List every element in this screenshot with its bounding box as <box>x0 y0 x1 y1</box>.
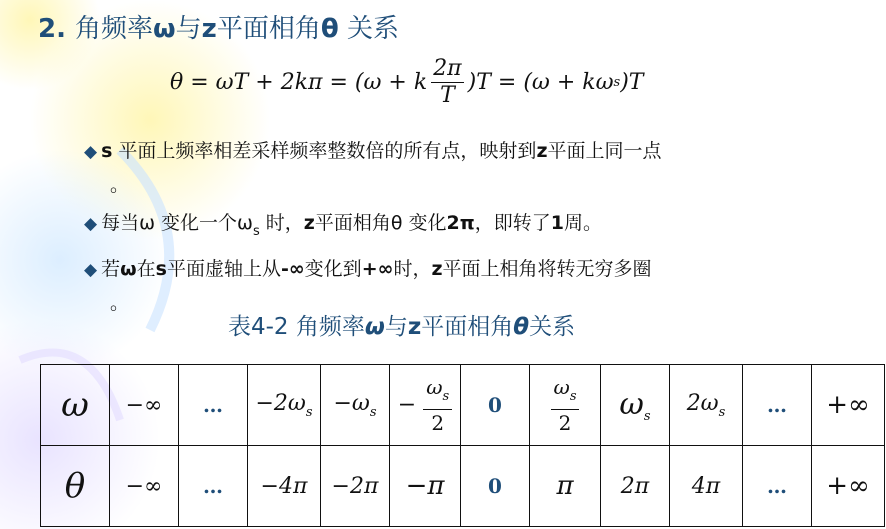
row-header-omega: ω <box>41 365 110 446</box>
table-cell-neg-fraction: − $\frac{\omega_s}{2}$ <box>390 365 461 446</box>
bullet-1: ◆ s 平面上频率相差采样频率整数倍的所有点，映射到z平面上同一点 <box>84 140 662 162</box>
table-row-theta <box>41 446 885 527</box>
omega-theta-table <box>40 364 885 527</box>
table-cell: $-2\omega_s$ <box>248 365 321 446</box>
table-cell: −π <box>390 446 461 527</box>
table-cell: $-\omega_s$ <box>321 365 390 446</box>
table-cell: … <box>179 446 248 527</box>
section-heading: 2. 角频率ω与z平面相角θ 关系 <box>38 14 399 44</box>
table-cell: 0 <box>461 446 530 527</box>
diamond-bullet-icon: ◆ <box>84 214 98 234</box>
formula-mid: )T = (ω + kω <box>467 70 614 95</box>
diamond-bullet-icon: ◆ <box>84 260 98 280</box>
table-cell: −∞ <box>110 365 179 446</box>
table-cell: 2π <box>601 446 670 527</box>
table-row-omega <box>41 365 885 446</box>
table-cell: π <box>530 446 601 527</box>
table-cell: $2\omega_s$ <box>670 365 743 446</box>
table-cell: 0 <box>461 365 530 446</box>
bullet-1-continuation: 。 <box>110 174 130 196</box>
table-cell: +∞ <box>812 446 885 527</box>
bullet-3-continuation: 。 <box>110 292 130 314</box>
diamond-bullet-icon: ◆ <box>84 142 98 162</box>
table-cell: −4π <box>248 446 321 527</box>
row-header-theta: θ <box>41 446 110 527</box>
table-cell: … <box>743 365 812 446</box>
table-cell: … <box>743 446 812 527</box>
table-title: 表4-2 角频率ω与z平面相角θ关系 <box>228 314 576 340</box>
main-formula: θ = ωT + 2kπ = (ω + k $\frac{2\pi}{T}$ )T = (ω + kω s )T <box>170 56 644 108</box>
formula-left: θ = ωT + 2kπ = (ω + k <box>170 70 428 95</box>
table-cell: −2π <box>321 446 390 527</box>
bullet-2: ◆ 每当ω 变化一个$\omega_s$ 时，z平面相角θ 变化2π，即转了1周。 <box>84 212 603 239</box>
bullet-3: ◆ 若ω在s平面虚轴上从-∞变化到+∞时，z平面上相角将转无穷多圈 <box>84 258 652 280</box>
formula-right: )T <box>620 70 644 95</box>
formula-fraction: $\frac{2\pi}{T}$ <box>433 56 462 108</box>
table-cell: 4π <box>670 446 743 527</box>
table-cell: $\omega_s$ <box>601 365 670 446</box>
table-cell: +∞ <box>812 365 885 446</box>
table-cell-pos-fraction: $\frac{\omega_s}{2}$ <box>530 365 601 446</box>
table-cell: … <box>179 365 248 446</box>
table-cell: −∞ <box>110 446 179 527</box>
